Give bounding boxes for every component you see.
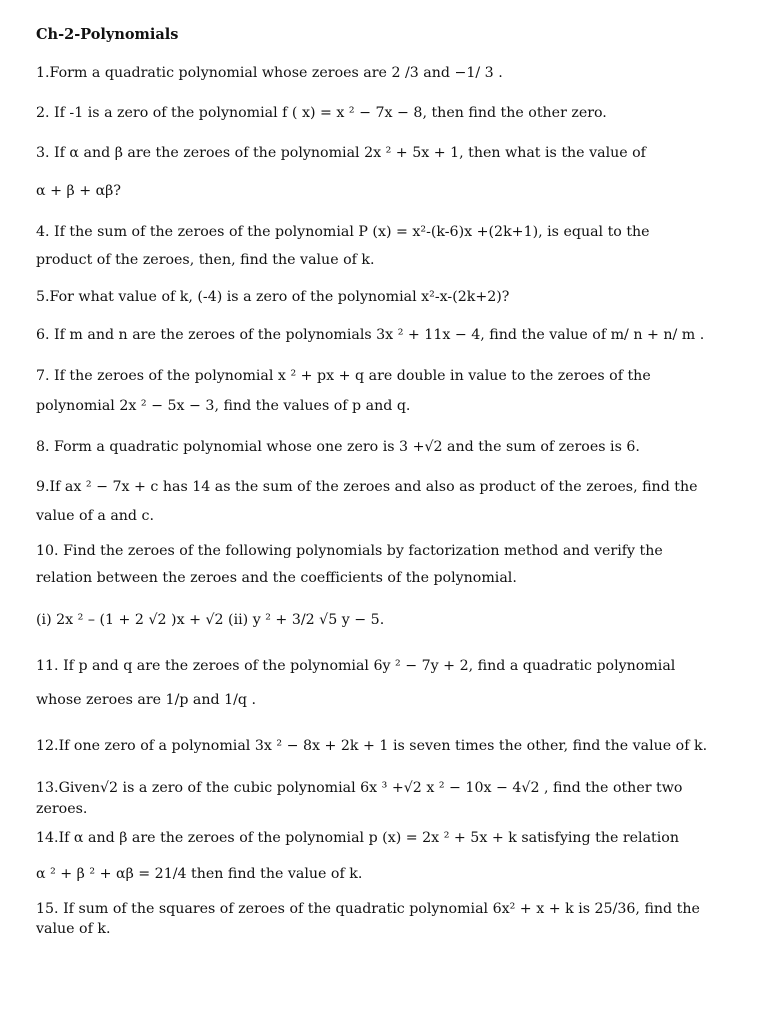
question-3: 3. If α and β are the zeroes of the polynomial 2x ² + 5x + 1, then what is the value of	[36, 145, 646, 161]
question-15-continued: value of k.	[36, 921, 111, 937]
question-11-continued: whose zeroes are 1/p and 1/q .	[36, 692, 257, 708]
question-4-continued: product of the zeroes, then, find the value of k.	[36, 252, 375, 268]
question-14-continued: α ² + β ² + αβ = 21/4 then find the value of k.	[36, 866, 363, 882]
question-9: 9.If ax ² − 7x + c has 14 as the sum of the zeroes and also as product of the zeroes, find the	[36, 479, 698, 495]
question-5: 5.For what value of k, (-4) is a zero of the polynomial x²-x-(2k+2)?	[36, 289, 510, 305]
question-10: 10. Find the zeroes of the following polynomials by factorization method and verify the	[36, 543, 663, 559]
question-13-continued: zeroes.	[36, 801, 88, 817]
question-7: 7. If the zeroes of the polynomial x ² + px + q are double in value to the zeroes of the	[36, 368, 651, 384]
question-13: 13.Given√2 is a zero of the cubic polynomial 6x ³ +√2 x ² − 10x − 4√2 , find the other two	[36, 780, 683, 796]
question-11: 11. If p and q are the zeroes of the polynomial 6y ² − 7y + 2, find a quadratic polynomial	[36, 658, 676, 674]
question-4: 4. If the sum of the zeroes of the polynomial P (x) = x²-(k-6)x +(2k+1), is equal to the	[36, 224, 650, 240]
page-title: Ch-2-Polynomials	[36, 26, 179, 43]
question-7-continued: polynomial 2x ² − 5x − 3, find the values of p and q.	[36, 398, 411, 414]
question-12: 12.If one zero of a polynomial 3x ² − 8x + 2k + 1 is seven times the other, find the value of k.	[36, 738, 708, 754]
question-8: 8. Form a quadratic polynomial whose one zero is 3 +√2 and the sum of zeroes is 6.	[36, 439, 640, 455]
question-1: 1.Form a quadratic polynomial whose zeroes are 2 /3 and −1/ 3 .	[36, 65, 503, 81]
question-15: 15. If sum of the squares of zeroes of the quadratic polynomial 6x² + x + k is 25/36, find the	[36, 901, 700, 917]
question-6: 6. If m and n are the zeroes of the polynomials 3x ² + 11x − 4, find the value of m/ n + n/ m .	[36, 327, 705, 343]
question-14: 14.If α and β are the zeroes of the polynomial p (x) = 2x ² + 5x + k satisfying the relation	[36, 830, 679, 846]
question-10-continued: relation between the zeroes and the coefficients of the polynomial.	[36, 570, 517, 586]
question-10-parts: (i) 2x ² – (1 + 2 √2 )x + √2 (ii) y ² + 3/2 √5 y − 5.	[36, 612, 385, 628]
question-9-continued: value of a and c.	[36, 508, 154, 524]
question-2: 2. If -1 is a zero of the polynomial f ( x) = x ² − 7x − 8, then find the other zero.	[36, 105, 607, 121]
question-3-continued: α + β + αβ?	[36, 183, 121, 199]
